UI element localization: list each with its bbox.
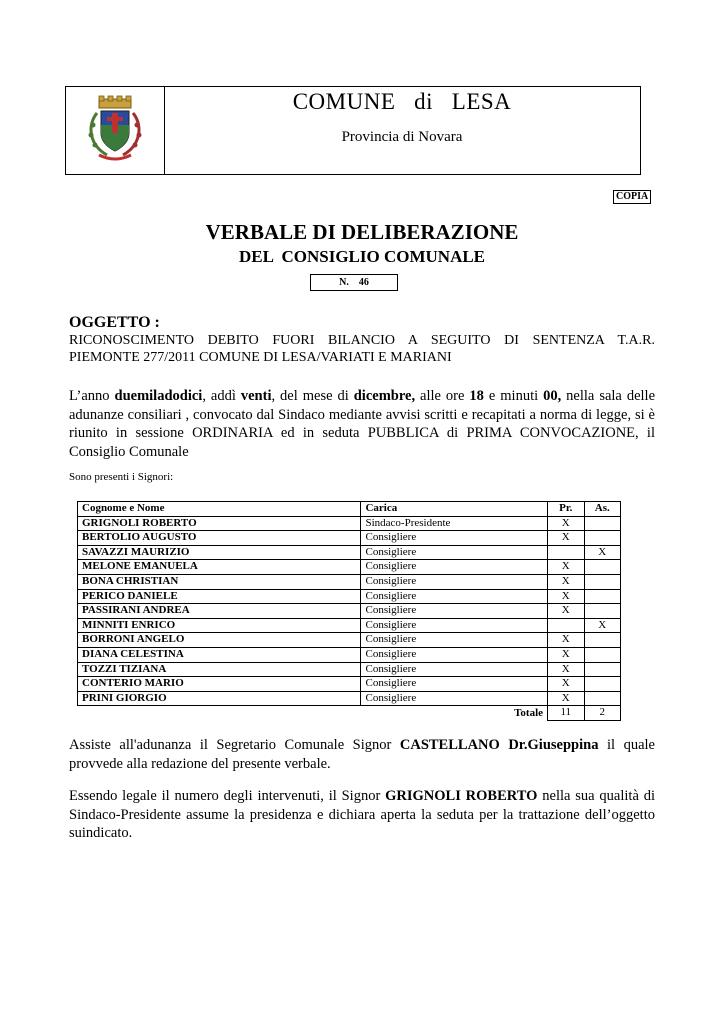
member-presente: X <box>548 574 584 589</box>
member-carica: Consigliere <box>361 531 548 546</box>
header-presente: Pr. <box>548 502 584 517</box>
member-assente: X <box>584 618 621 633</box>
oggetto-line-1: RICONOSCIMENTO DEBITO FUORI BILANCIO A SEGUITO DI SENTENZA T.A.R. <box>69 333 655 348</box>
presidente-nome: GRIGNOLI ROBERTO <box>385 788 538 804</box>
table-row <box>78 545 621 560</box>
member-assente <box>584 574 621 589</box>
member-carica: Consigliere <box>361 560 548 575</box>
member-assente <box>584 633 621 648</box>
intro-text: , del mese di <box>271 388 354 404</box>
member-assente <box>584 604 621 619</box>
member-name: BORRONI ANGELO <box>78 633 361 648</box>
member-assente <box>584 647 621 662</box>
header-cognome: Cognome e Nome <box>78 502 361 517</box>
member-presente: X <box>548 589 584 604</box>
comune-title: COMUNE di LESA <box>292 89 512 114</box>
member-presente: X <box>548 633 584 648</box>
member-presente: X <box>548 677 584 692</box>
member-assente <box>584 677 621 692</box>
member-assente <box>584 691 621 706</box>
member-carica: Consigliere <box>361 662 548 677</box>
member-presente: X <box>548 516 584 531</box>
member-carica: Consigliere <box>361 574 548 589</box>
member-assente <box>584 531 621 546</box>
member-assente <box>584 560 621 575</box>
table-row <box>78 691 621 706</box>
member-assente <box>584 662 621 677</box>
table-row <box>78 589 621 604</box>
oggetto-label: OGGETTO : <box>69 314 160 331</box>
member-name: PERICO DANIELE <box>78 589 361 604</box>
intro-text: nella sala delle adunanze consiliari , convocato dal Sindaco mediante avvisi scritti e recapitati a norma di legge, si è riunito in sessione ORDINARIA ed in seduta PUBBLICA di PRIMA CONVOCAZIONE, il Consiglio Comunale <box>69 388 655 460</box>
presidenza-paragraph <box>69 787 655 843</box>
provincia-label: Provincia di Novara <box>341 129 463 145</box>
ore-value: 18 <box>469 388 484 404</box>
table-row <box>78 531 621 546</box>
table-row <box>78 677 621 692</box>
attendance-table <box>77 501 621 721</box>
segretario-paragraph <box>69 736 655 773</box>
member-carica: Consigliere <box>361 647 548 662</box>
header-box <box>65 86 641 175</box>
coat-of-arms-icon <box>85 95 145 163</box>
intro-text: , addì <box>202 388 241 404</box>
member-name: GRIGNOLI ROBERTO <box>78 516 361 531</box>
member-carica: Sindaco-Presidente <box>361 516 548 531</box>
presidenza-text: Essendo legale il numero degli intervenuti, il Signor <box>69 788 386 804</box>
table-row <box>78 633 621 648</box>
intro-text: L’anno <box>69 388 115 404</box>
member-name: BERTOLIO AUGUSTO <box>78 531 361 546</box>
segretario-text: Assiste all'adunanza il Segretario Comunale Signor <box>69 737 400 753</box>
member-presente <box>548 545 584 560</box>
member-name: TOZZI TIZIANA <box>78 662 361 677</box>
header-carica: Carica <box>361 502 548 517</box>
document-title: VERBALE DI DELIBERAZIONE <box>205 220 519 244</box>
member-name: CONTERIO MARIO <box>78 677 361 692</box>
member-name: SAVAZZI MAURIZIO <box>78 545 361 560</box>
member-assente <box>584 589 621 604</box>
member-carica: Consigliere <box>361 604 548 619</box>
member-carica: Consigliere <box>361 589 548 604</box>
member-name: MELONE EMANUELA <box>78 560 361 575</box>
presenti-label: Sono presenti i Signori: <box>69 471 174 483</box>
member-presente: X <box>548 531 584 546</box>
member-presente: X <box>548 647 584 662</box>
intro-text: alle ore <box>415 388 470 404</box>
member-name: DIANA CELESTINA <box>78 647 361 662</box>
oggetto-line-2: PIEMONTE 277/2011 COMUNE DI LESA/VARIATI E MARIANI <box>69 350 452 365</box>
member-carica: Consigliere <box>361 677 548 692</box>
member-carica: Consigliere <box>361 633 548 648</box>
table-row <box>78 647 621 662</box>
member-presente: X <box>548 691 584 706</box>
presidenza-text: nella sua qualità di Sindaco-Presidente assume la presidenza e dichiara aperta la seduta per la trattazione dell’oggetto suindicato. <box>69 788 655 841</box>
intro-paragraph <box>69 387 655 461</box>
table-row <box>78 662 621 677</box>
intro-text: e minuti <box>483 388 544 404</box>
table-row <box>78 618 621 633</box>
giorno-value: venti <box>240 388 272 404</box>
attendance-body <box>78 516 621 706</box>
table-row <box>78 574 621 589</box>
table-row <box>78 516 621 531</box>
member-carica: Consigliere <box>361 691 548 706</box>
member-name: PASSIRANI ANDREA <box>78 604 361 619</box>
member-name: BONA CHRISTIAN <box>78 574 361 589</box>
totale-assenti: 2 <box>584 706 621 721</box>
totale-label: Totale <box>514 706 544 719</box>
table-row <box>78 560 621 575</box>
member-assente <box>584 516 621 531</box>
totale-row <box>78 706 621 721</box>
member-carica: Consigliere <box>361 545 548 560</box>
member-name: PRINI GIORGIO <box>78 691 361 706</box>
document-subtitle: DEL CONSIGLIO COMUNALE <box>238 247 486 266</box>
member-assente: X <box>584 545 621 560</box>
member-presente: X <box>548 662 584 677</box>
header-assente: As. <box>584 502 621 517</box>
anno-value: duemiladodici <box>114 388 203 404</box>
segretario-text: il quale provvede alla redazione del presente verbale. <box>69 737 655 772</box>
mese-value: dicembre, <box>353 388 416 404</box>
member-presente: X <box>548 604 584 619</box>
segretario-nome: CASTELLANO Dr.Giuseppina <box>399 737 599 753</box>
member-carica: Consigliere <box>361 618 548 633</box>
totale-presenti: 11 <box>548 706 584 721</box>
table-row <box>78 604 621 619</box>
table-header-row <box>78 502 621 517</box>
member-presente <box>548 618 584 633</box>
delibera-number: N. 46 <box>310 274 398 291</box>
crest-cell <box>66 87 165 174</box>
member-name: MINNITI ENRICO <box>78 618 361 633</box>
minuti-value: 00, <box>543 388 562 404</box>
copia-badge: COPIA <box>613 190 651 204</box>
member-presente: X <box>548 560 584 575</box>
